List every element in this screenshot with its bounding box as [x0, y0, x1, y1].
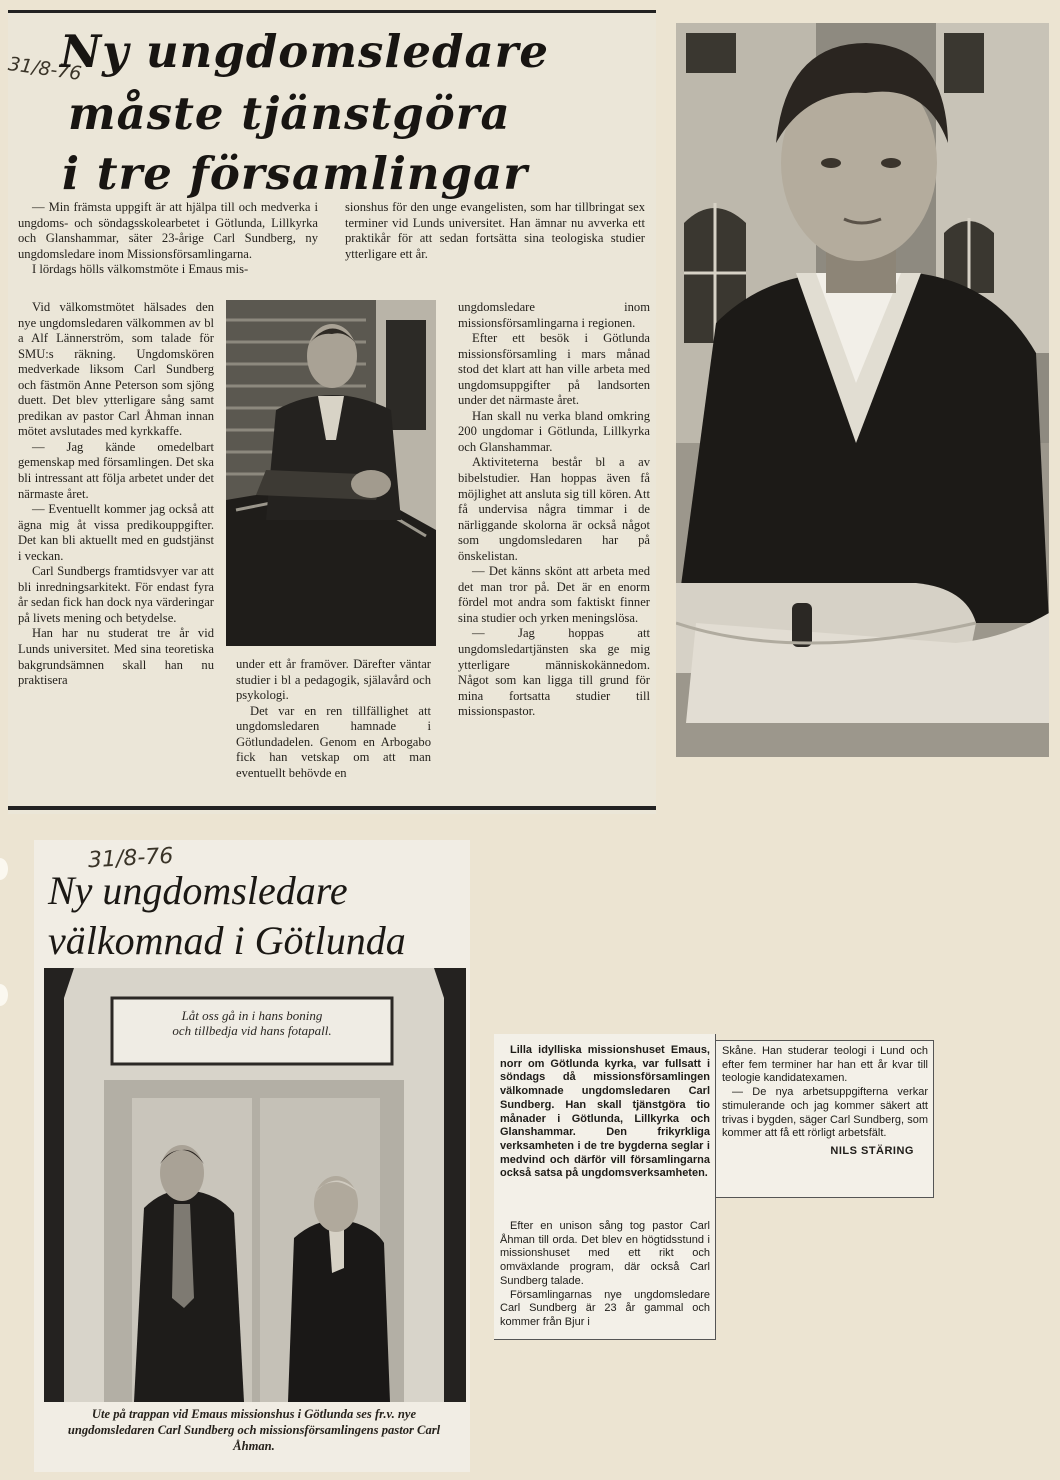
punch-hole — [0, 858, 8, 880]
lead-paragraph-continued: sionshus för den unge evangelisten, som har tillbringat sex terminer vid Lunds universitet. Han ämnar nu avverka ett praktikår för att sedan fortsätta sina teologiska studier ytterligare ett år. — [345, 200, 645, 261]
headline-line-2: välkomnad i Götlunda — [48, 918, 406, 963]
handwritten-date: 31/8-76 — [87, 843, 174, 874]
lead-paragraph-last: I lördags hölls välkomstmöte i Emaus mis- — [32, 262, 249, 277]
paragraph: Vid välkomstmötet hälsades den nye ungdomsledaren välkommen av bl a Alf Lännerström, som talade för SMU:s räkning. Ungdomskören medverkade liksom Carl Sundberg och fästmön Anne Peterson som sjöng duett. Det blev ytterligare sång samt predikan av pastor Carl Åhman innan mötet avslutades med kyrkkaffe. — [18, 300, 214, 439]
clipping-article-2 — [34, 840, 470, 1472]
photo-young-man-leaning-on-car — [226, 300, 436, 646]
paragraph: under ett år framöver. Därefter väntar studier i bl a pedagogik, själavård och psykologi. — [236, 657, 431, 703]
paragraph: Carl Sundbergs framtidsvyer var att bli inredningsarkitekt. För endast fyra år sedan fick han dock nya värderingar på livets mening och betydelse. — [18, 564, 214, 625]
paragraph: ungdomsledare inom missionsförsamlingarna i regionen. — [458, 300, 650, 330]
article-3-lead — [500, 1044, 710, 1181]
photo-portrait-young-man — [676, 23, 1049, 757]
sign-inscription — [114, 1008, 390, 1038]
byline: NILS STÄRING — [830, 1144, 914, 1157]
paragraph: — Eventuellt kommer jag också att ägna mig åt vissa predikouppgifter. Det kan bli aktuellt med en gudstjänst i veckan. — [18, 502, 214, 563]
paragraph: Församlingarnas nye ungdomsledare Carl Sundberg är 23 år gammal och kommer från Bjur i — [500, 1288, 710, 1328]
body-column-1 — [18, 300, 214, 689]
paragraph: — Jag hoppas att ungdomsledartjänsten ska ge mig ytterligare människokännedom. Något som kan ligga till grund för mina fortsatta studier till missionspastor. — [458, 626, 650, 719]
headline-line-2: måste tjänstgöra — [68, 87, 511, 140]
paragraph: — Det känns skönt att arbeta med det man tror på. Det är en enorm fördel mot andra som faktiskt finner sina studier och yrken meningslösa. — [458, 564, 650, 625]
rule-top — [8, 10, 656, 13]
article-3-body — [500, 1220, 710, 1330]
clipping-article-1 — [8, 10, 656, 814]
paragraph: Efter en unison sång tog pastor Carl Åhman till orda. Det blev en högtidsstund i missionshuset med ett rikt och omväxlande program, där också Carl Sundberg talade. — [500, 1220, 710, 1287]
clipping-article-3-right — [716, 1040, 934, 1198]
photo-men-at-missionshus — [44, 968, 466, 1402]
headline-line-3: i tre församlingar — [62, 147, 528, 200]
rule-bottom — [8, 806, 656, 810]
headline-line-1: Ny ungdomsledare — [48, 868, 348, 913]
paragraph: Efter ett besök i Götlunda missionsförsamling i mars månad stod det klart att han ville arbeta med ungdomsuppgifter på landsorten under det närmaste året. — [458, 331, 650, 408]
headline-line-1: Ny ungdomsledare — [60, 25, 549, 78]
sign-line-2: och tillbedja vid hans fotapall. — [172, 1023, 332, 1038]
body-column-3 — [458, 300, 650, 720]
paragraph: Det var en ren tillfällighet att ungdomsledaren hamnade i Götlundadelen. Genom en Arbogabo fick han vetskap om att man eventuellt behövde en — [236, 703, 431, 780]
paragraph: — De nya arbetsuppgifterna verkar stimulerande och jag kommer säkert att trivas i bygden, säger Carl Sundberg, som kommer att få ett rörligt arbetsfält. — [722, 1086, 928, 1140]
punch-hole — [0, 984, 8, 1006]
paragraph: Han har nu studerat tre år vid Lunds universitet. Med sina teoretiska bakgrundsämnen skall han nu praktisera — [18, 626, 214, 688]
paragraph: Aktiviteterna består bl a av bibelstudier. Han hoppas även få möjlighet att ansluta sig till kören. Att få undervisa några timmar i de närliggande skolorna är också något som ungdomsledaren har på önskelistan. — [458, 455, 650, 563]
lead-right — [345, 200, 645, 262]
handwritten-date: 31/8-76 — [6, 52, 83, 86]
sign-line-1: Låt oss gå in i hans boning — [181, 1008, 323, 1023]
photo-caption: Ute på trappan vid Emaus missionshus i Götlunda ses fr.v. nye ungdomsledaren Carl Sundberg och missionsförsamlingens pastor Carl Åhman. — [67, 1407, 441, 1453]
article-3-right-column — [722, 1045, 928, 1159]
paragraph: Skåne. Han studerar teologi i Lund och efter fem terminer har han ett år kvar till teologie kandidatexamen. — [722, 1045, 928, 1085]
lead-left — [18, 200, 318, 278]
clipping-article-3-left — [494, 1034, 716, 1340]
lead-paragraph: — Min främsta uppgift är att hjälpa till och medverka i ungdoms- och söndagsskolearbetet i Götlunda, Lillkyrka och Glanshammar, säter 23-årige Carl Sundberg, ny ungdomsledare inom Missionsförsamlingarna. — [18, 200, 318, 261]
body-column-2 — [236, 657, 431, 781]
paragraph: Han skall nu verka bland omkring 200 ungdomar i Götlunda, Lillkyrka och Glanshammar. — [458, 408, 650, 454]
paragraph: — Jag kände omedelbart gemenskap med församlingen. Det ska bli intressant att följa arbetet under det närmaste året. — [18, 439, 214, 501]
lead-paragraph: Lilla idylliska missionshuset Emaus, norr om Götlunda kyrka, var fullsatt i söndags då missionsförsamlingen välkomnade ungdomsledaren Carl Sundberg. Han skall tjänstgöra tio månader i Götlunda, Lillkyrka och Glanshammar. Den frikyrkliga verksamheten i de tre bygderna seglar i medvind och därför vill församlingarna också satsa på ungdomsverksamheten. — [500, 1044, 710, 1180]
